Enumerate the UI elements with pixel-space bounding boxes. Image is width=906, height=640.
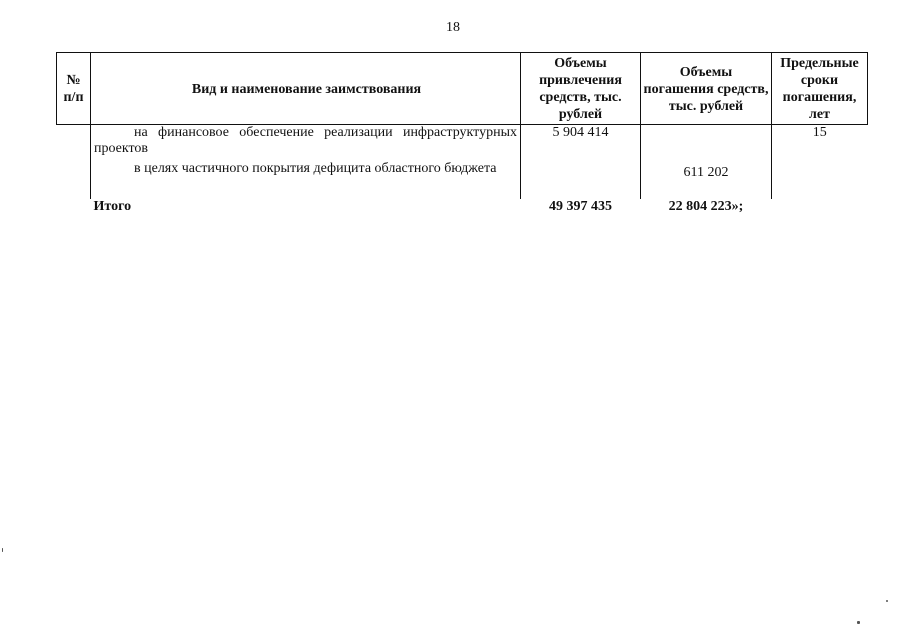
- scan-speck: [886, 600, 888, 602]
- row-term: [772, 161, 868, 199]
- row-num: [57, 125, 91, 162]
- table-header-row: [57, 53, 868, 125]
- scan-speck: [857, 621, 860, 624]
- row-attract: 5 904 414: [521, 125, 641, 162]
- page-number: 18: [446, 20, 460, 35]
- row-term: 15: [772, 125, 868, 162]
- table-row: [57, 161, 868, 199]
- total-term: [772, 199, 868, 217]
- row-attract: [521, 161, 641, 199]
- scan-speck: [2, 548, 3, 552]
- total-num: [57, 199, 91, 217]
- row-name-text: в целях частичного покрытия дефицита областного бюджета: [134, 161, 497, 176]
- total-label: Итого: [93, 199, 132, 214]
- total-attract: 49 397 435: [549, 199, 612, 214]
- row-repay: 611 202: [641, 161, 772, 199]
- row-name-text: на финансовое обеспечение реализации инфраструктурных проектов: [94, 125, 517, 156]
- total-row: [57, 199, 868, 217]
- table-row: [57, 125, 868, 162]
- row-name: [91, 125, 521, 162]
- borrowings-table: [56, 52, 868, 217]
- row-name: [91, 161, 521, 199]
- total-repay: 22 804 223»;: [668, 199, 744, 214]
- header-attract: Объемы привлечения средств, тыс. рублей: [521, 53, 641, 125]
- row-repay: [641, 125, 772, 162]
- header-num: № п/п: [57, 53, 91, 125]
- row-num: [57, 161, 91, 199]
- header-term: Предельные сроки погашения, лет: [772, 53, 868, 125]
- header-name: Вид и наименование заимствования: [91, 53, 521, 125]
- header-repay: Объемы погашения средств, тыс. рублей: [641, 53, 772, 125]
